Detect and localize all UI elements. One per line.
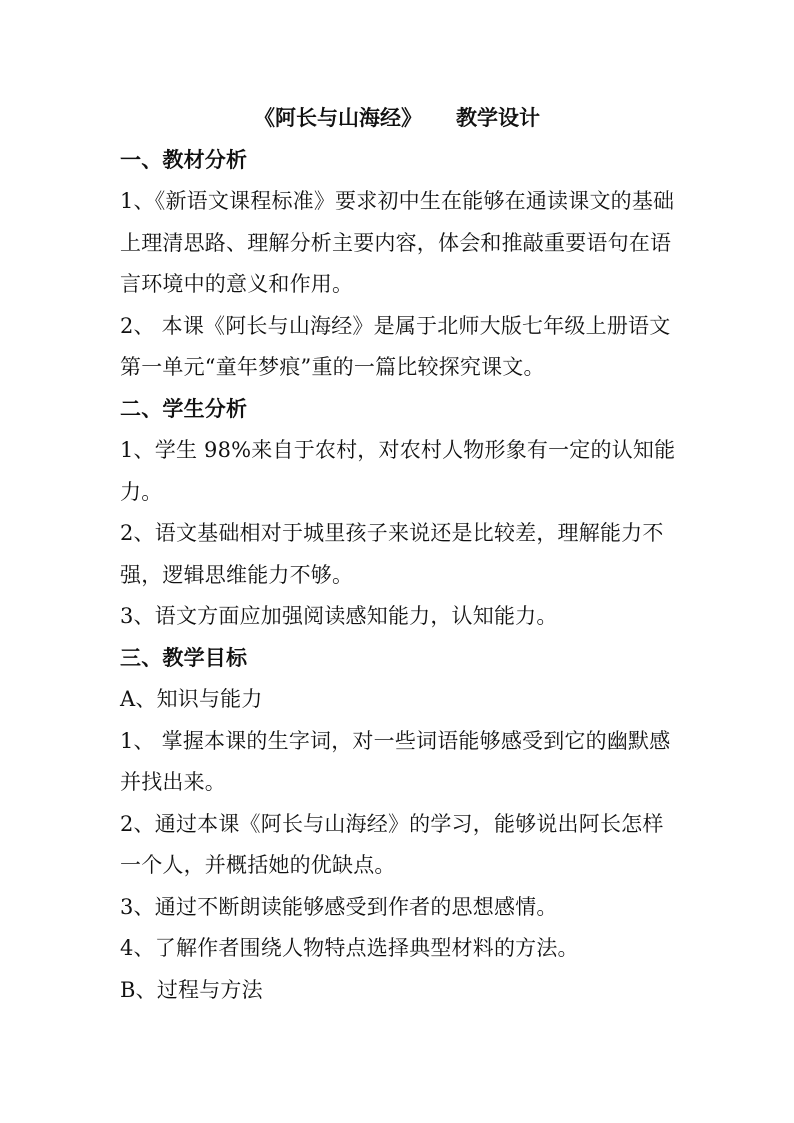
section-heading-teaching-objectives: 三、教学目标 [120, 645, 248, 670]
paragraph-line: 一个人，并概括她的优缺点。 [120, 853, 396, 877]
paragraph-line: 1、学生 98%来自于农村，对农村人物形象有一定的认知能 [120, 438, 676, 462]
subsection-heading: A、知识与能力 [120, 687, 263, 711]
paragraph-line: 言环境中的意义和作用。 [120, 272, 354, 296]
paragraph-line: 2、 本课《阿长与山海经》是属于北师大版七年级上册语文 [120, 314, 671, 338]
paragraph-line: 1、 掌握本课的生字词，对一些词语能够感受到它的幽默感 [120, 729, 671, 753]
paragraph-line: 并找出来。 [120, 770, 226, 794]
paragraph-line: 第一单元“童年梦痕”重的一篇比较探究课文。 [120, 355, 545, 379]
paragraph-line: 强，逻辑思维能力不够。 [120, 563, 354, 587]
paragraph-line: 力。 [120, 480, 163, 504]
paragraph-line: 3、通过不断朗读能够感受到作者的思想感情。 [120, 895, 558, 919]
paragraph-line: 4、了解作者围绕人物特点选择典型材料的方法。 [120, 936, 579, 960]
paragraph-line: 2、语文基础相对于城里孩子来说还是比较差，理解能力不 [120, 521, 664, 545]
title-main: 《阿长与山海经》 [254, 105, 422, 130]
document-title [0, 104, 794, 132]
paragraph-line: 上理清思路、理解分析主要内容，体会和推敲重要语句在语 [120, 231, 672, 255]
section-heading-student-analysis: 二、学生分析 [120, 396, 248, 421]
paragraph-line: 1、《新语文课程标准》要求初中生在能够在通读课文的基础 [120, 189, 675, 213]
section-heading-textbook-analysis: 一、教材分析 [120, 147, 248, 172]
title-sub: 教学设计 [456, 105, 540, 130]
paragraph-line: 3、语文方面应加强阅读感知能力，认知能力。 [120, 604, 558, 628]
paragraph-line: 2、通过本课《阿长与山海经》的学习，能够说出阿长怎样 [120, 812, 664, 836]
subsection-heading: B、过程与方法 [120, 978, 263, 1002]
